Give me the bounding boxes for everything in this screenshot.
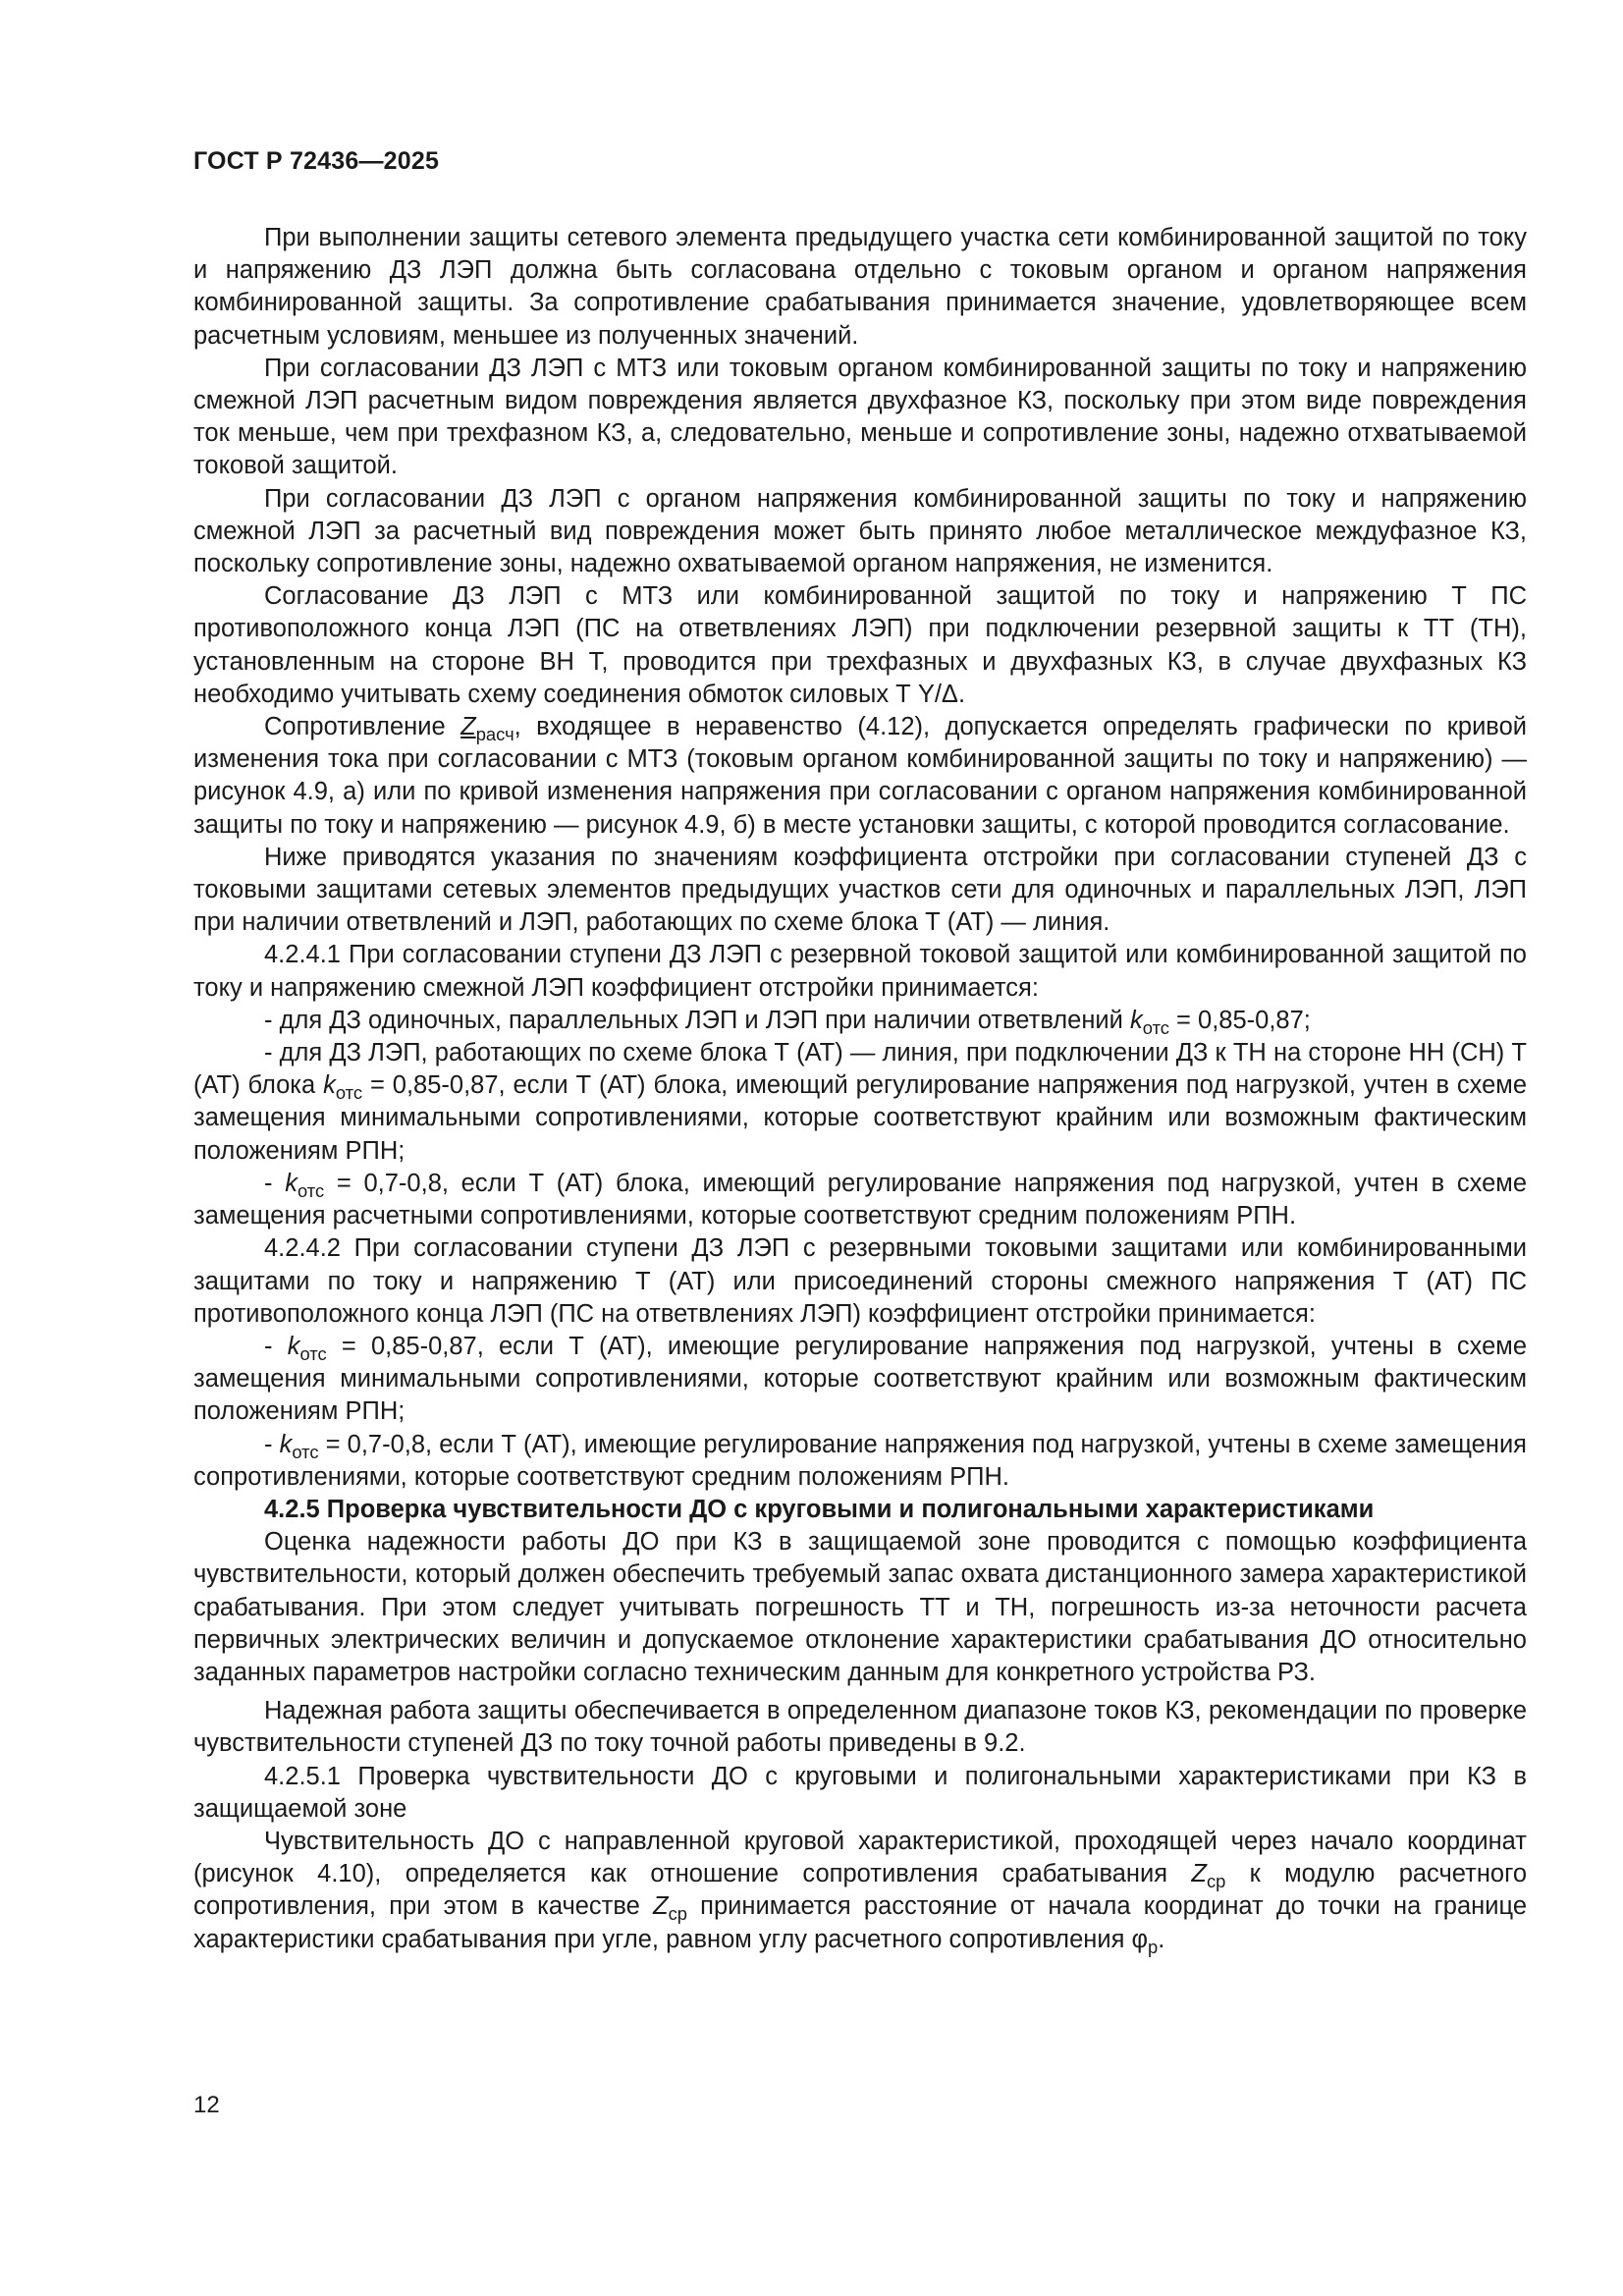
formula-symbol: k [1130,1006,1143,1034]
formula-symbol: k [323,1071,336,1100]
text-run: , входящее в неравенство (4.12), допускается определять графически по кривой изменения тока при согласовании с МТЗ (токовым органом комбинированной защиты по току и напряжению) — рисунок 4.9, а) или по кривой изменения напряжения при согласовании с органом напряжения комбинированной защиты по току и напряжению — рисунок 4.9, б) в месте установки защиты, с которой проводится согласование. [193,713,1527,839]
formula-symbol: k [279,1430,293,1458]
text-run: принимается расстояние от начала координат до точки на границе характеристики срабатывания при угле, равном углу расчетного сопротивления [193,1892,1528,1953]
formula-symbol: k [287,1332,300,1360]
list-item [193,1168,1527,1232]
text-run: - [264,1430,280,1458]
text-run: = 0,7-0,8, если Т (АТ), имеющие регулирование напряжения под нагрузкой, учтены в схеме замещения сопротивлениями, которые соответствуют средним положениям РПН. [193,1430,1527,1491]
text-run: . [1158,1925,1165,1953]
document-body [193,222,1527,1956]
paragraph: 4.2.4.1 При согласовании ступени ДЗ ЛЭП с резервной токовой защитой или комбинированной защитой по току и напряжению смежной ЛЭП коэффициент отстройки принимается: [193,941,1527,1002]
text-run: - [264,1169,286,1197]
formula-symbol: φ [1131,1925,1149,1953]
paragraph: При согласовании ДЗ ЛЭП с МТЗ или токовым органом комбинированной защиты по току и напряжению смежной ЛЭП расчетным видом повреждения является двухфазное КЗ, поскольку при этом виде повреждения ток меньше, чем при трехфазном КЗ, а, следовательно, меньше и сопротивление зоны, надежно отхватываемой токовой защитой. [193,354,1527,480]
paragraph: 4.2.4.2 При согласовании ступени ДЗ ЛЭП с резервными токовыми защитами или комбинированными защитами по току и напряжению Т (АТ) или присоединений стороны смежного напряжения Т (АТ) ПС противоположного конца ЛЭП (ПС на ответвлениях ЛЭП) коэффициент отстройки принимается: [193,1234,1527,1328]
text-run: - для ДЗ одиночных, параллельных ЛЭП и ЛЭП при наличии ответвлений [264,1006,1131,1034]
text-run: = 0,85-0,87; [1168,1006,1311,1034]
list-item [193,1331,1527,1429]
formula-subscript: расч [475,723,514,744]
list-item [193,1037,1527,1168]
formula-subscript: отс [297,1179,325,1201]
paragraph: Согласование ДЗ ЛЭП с МТЗ или комбинированной защитой по току и напряжению Т ПС противоположного конца ЛЭП (ПС на ответвлениях ЛЭП) при подключении резервной защиты к ТТ (ТН), установленным на стороне ВН Т, проводится при трехфазных и двухфазных КЗ, в случае двухфазных КЗ необходимо учитывать схему соединения обмоток силовых Т Y/Δ. [193,582,1527,708]
formula-subscript: ср [1206,1871,1226,1892]
paragraph: При выполнении защиты сетевого элемента предыдущего участка сети комбинированной защитой по току и напряжению ДЗ ЛЭП должна быть согласована отдельно с токовым органом и органом напряжения комбинированной защиты. За сопротивление срабатывания принимается значение, удовлетворяющее всем расчетным условиям, меньшее из полученных значений. [193,224,1527,350]
formula-subscript: отс [1142,1016,1169,1038]
subsection-heading: 4.2.5.1 Проверка чувствительности ДО с круговыми и полигональными характеристиками при КЗ в защищаемой зоне [193,1762,1527,1823]
formula-subscript: отс [299,1342,327,1364]
paragraph: Ниже приводятся указания по значениям коэффициента отстройки при согласовании ступеней ДЗ с токовыми защитами сетевых элементов предыдущих участков сети для одиночных и параллельных ЛЭП, ЛЭП при наличии ответвлений и ЛЭП, работающих по схеме блока Т (АТ) — линия. [193,843,1527,937]
formula-symbol: Z [653,1892,669,1921]
page-number: 12 [193,2092,220,2118]
text-run: Чувствительность ДО с направленной круговой характеристикой, проходящей через начало координат (рисунок 4.10), определяется как отношение сопротивления срабатывания [193,1827,1527,1888]
paragraph: Надежная работа защиты обеспечивается в определенном диапазоне токов КЗ, рекомендации по проверке чувствительности ступеней ДЗ по току точной работы приведены в 9.2. [193,1697,1527,1758]
formula-symbol: Z [1191,1860,1207,1888]
formula-subscript: ср [668,1903,687,1925]
formula-symbol: Z [460,713,476,741]
section-heading: 4.2.5 Проверка чувствительности ДО с круговыми и полигональными характеристиками [264,1495,1375,1523]
text-run: Сопротивление [264,713,461,741]
list-item [193,1005,1527,1037]
text-run: = 0,7-0,8, если Т (АТ) блока, имеющий регулирование напряжения под нагрузкой, учтен в схеме замещения расчетными сопротивлениями, которые соответствуют средним положениям РПН. [193,1169,1528,1230]
list-item [193,1429,1527,1494]
text-run: - [264,1332,288,1360]
formula-subscript: р [1148,1936,1159,1957]
formula-subscript: отс [292,1441,319,1462]
text-run: к модулю расчетного сопротивления, при этом в качестве [193,1860,1528,1921]
formula-symbol: k [285,1169,298,1197]
formula-subscript: отс [335,1082,363,1104]
document-code: ГОСТ Р 72436—2025 [193,147,440,175]
text-run: - для ДЗ ЛЭП, работающих по схеме блока Т (АТ) — линия, при подключении ДЗ к ТН на стороне НН (СН) Т (АТ) блока [193,1039,1527,1100]
paragraph [193,1826,1527,1956]
paragraph: Оценка надежности работы ДО при КЗ в защищаемой зоне проводится с помощью коэффициента чувствительности, который должен обеспечить требуемый запас охвата дистанционного замера характеристикой срабатывания. При этом следует учитывать погрешность ТТ и ТН, погрешность из-за неточности расчета первичных электрических величин и допускаемое отклонение характеристики срабатывания ДО относительно заданных параметров настройки согласно техническим данным для конкретного устройства РЗ. [193,1528,1527,1686]
paragraph: При согласовании ДЗ ЛЭП с органом напряжения комбинированной защиты по току и напряжению смежной ЛЭП за расчетный вид повреждения может быть принято любое металлическое междуфазное КЗ, поскольку сопротивление зоны, надежно охватываемой органом напряжения, не изменится. [193,484,1527,578]
text-run: = 0,85-0,87, если Т (АТ), имеющие регулирование напряжения под нагрузкой, учтены в схеме замещения минимальными сопротивлениями, которые соответствуют крайним или возможным фактическим положениям РПН; [193,1332,1528,1426]
paragraph [193,711,1527,842]
text-run: = 0,85-0,87, если Т (АТ) блока, имеющий регулирование напряжения под нагрузкой, учтен в схеме замещения минимальными сопротивлениями, которые соответствуют крайним или возможным фактическим положениям РПН; [193,1071,1528,1165]
